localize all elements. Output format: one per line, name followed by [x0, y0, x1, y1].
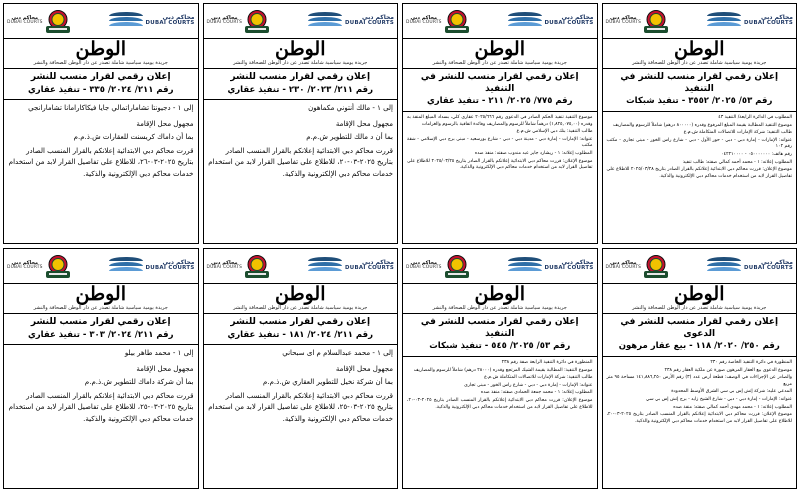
dubai-courts-emblem: [207, 8, 271, 34]
uae-crest-icon: [444, 8, 470, 34]
swoosh-icon: [707, 11, 741, 31]
notice-title-line2: رقم ٢١١/ ٢٠٢٤/ ٣٣٥ - تنفيذ عقاري: [27, 84, 174, 95]
paper-subtitle: جريدة يومية سياسية شاملة تصدر عن دار الوطن للصحافة والنشر: [233, 60, 368, 66]
notice-line: موضوع الإعلان: قررت محاكم دبي الابتدائية إعلانكم بالقرار المنسب الصادر بتاريخ ٢٠٢٥-٠٣-٢٠، للاطلاع على تفاصيل القرار لابد من استخدام خدمات محاكم دبي الإلكترونية والذكية.: [407, 398, 593, 410]
notice-line: المطلوب إعلانه: ١ - محمد أحمد كمالي صفته: طالب تنفيذ: [682, 159, 792, 165]
paper-subtitle: جريدة يومية سياسية شاملة تصدر عن دار الوطن للصحافة والنشر: [33, 305, 168, 311]
legal-notice-1: [602, 3, 798, 244]
brand-label-en: DUBAI COURTS: [744, 20, 793, 27]
paper-name: الوطن: [474, 283, 525, 305]
notice-line: والصادر عن الإجراءات في الوصف: قطعة أرض عدد (٣) رقم الأرض ١٤١,٨٨٦,٢٥٠ مساحة ٩٥ متر مربع: [606, 375, 792, 387]
notice-title-line1: إعلان رقمي لقرار منسب للنشر: [30, 317, 171, 327]
notice-line: مجهول محل الإقامة: [136, 364, 194, 373]
notice-title: [204, 69, 398, 100]
dubai-courts-brand: [109, 256, 195, 276]
legal-notice-4: [3, 3, 199, 244]
paper-name: الوطن: [75, 38, 126, 60]
notice-line: موضوع التنفيذ المطالبة بقيمة المبلغ المرفوع وقدره (٨٠٠٠٠٠ درهم) شاملاً للرسوم والمصاريف: [613, 122, 792, 128]
dubai-courts-emblem: [7, 8, 71, 34]
swoosh-icon: [308, 11, 342, 31]
dubai-courts-brand: [707, 256, 793, 276]
dubai-courts-emblem: [7, 253, 71, 279]
notice-line: المطلوب إعلانه: ١ - ريشارد جاير عبد مندوب صفته: منفذ ضده: [474, 151, 593, 157]
swoosh-icon: [508, 11, 542, 31]
notice-title-line1: إعلان رقمي لقرار منسب للنشر في التنفيذ: [420, 317, 579, 339]
notice-header: [4, 4, 198, 39]
dubai-courts-brand: [109, 11, 195, 31]
dubai-courts-emblem: [207, 253, 271, 279]
notice-header: [204, 249, 398, 284]
notice-line: موضوع التنفيذ تنفيذ الحكم الصادر في الدعوى رقم ٢٠٢٥/٦٦٦ عقاري كلي، بسداد المبلغ المنفذ به وقدره (١,٨٢٥,٠٧٥,٠٠) درهماً شاملاً للرسوم والمصاريف وفائدة اتفاقية بالرسوم والغرامات: [407, 114, 593, 127]
notice-line: موضوع التنفيذ: المطالبة بقيمة الشيك المرتجع وقدره (٢٨٠٠٠ درهم) شاملاً للرسوم والمصاريف: [413, 367, 593, 373]
legal-notice-5: [602, 248, 798, 489]
notice-line: عنوانه: الإمارات - إمارة دبي - دبي - شارع راس الخور - مبنى تجاري: [464, 382, 593, 388]
notice-title: [204, 314, 398, 345]
notice-line: عنوانه: الإمارات - إمارة دبي - دبي - حور الأول - دبي - شارع راس الخور - مبنى تجاري - مكتب رقم ١٠٢: [606, 137, 792, 150]
notice-body: [204, 100, 398, 243]
paper-name: الوطن: [674, 38, 725, 60]
masthead: [4, 39, 198, 69]
paper-name: الوطن: [474, 38, 525, 60]
notice-line: إلى ١ - دجيونتا تشاماراتمالي جايا فيكاكارامانا تشامارانجي: [28, 104, 194, 113]
notice-title: [603, 69, 797, 112]
paper-subtitle: جريدة يومية سياسية شاملة تصدر عن دار الوطن للصحافة والنشر: [432, 60, 567, 66]
masthead: [403, 284, 597, 314]
notice-line: موضوع الإعلان: قررت محاكم دبي الابتدائية إعلانكم بالقرار المنسب الصادر بتاريخ ٢٠٢٥-٠٣-٢٠، للاطلاع على تفاصيل القرار لابد من استخدام خدمات محاكم دبي الإلكترونية والذكية.: [606, 412, 792, 425]
brand-label-ar: محاكم دبي: [162, 14, 195, 22]
paper-name: الوطن: [75, 283, 126, 305]
notice-line: المنظورة في دائرة التنفيذ الرابعة صفة رقم ٢٣٨: [501, 359, 593, 365]
notice-line: مجهول محل الإقامة: [335, 364, 393, 373]
swoosh-icon: [508, 256, 542, 276]
masthead: [4, 284, 198, 314]
notice-header: [403, 4, 597, 39]
paper-subtitle: جريدة يومية سياسية شاملة تصدر عن دار الوطن للصحافة والنشر: [233, 305, 368, 311]
notice-body: [403, 357, 597, 488]
emblem-label-ar: محاكم دبي: [11, 260, 39, 267]
paper-name: الوطن: [275, 38, 326, 60]
notice-title-line2: رقم ٢١١/ ٢٠٢٤/ ٣٠٣ - تنفيذ عقاري: [27, 329, 174, 340]
notice-title: [4, 69, 198, 100]
paper-subtitle: جريدة يومية سياسية شاملة تصدر عن دار الوطن للصحافة والنشر: [632, 305, 767, 311]
emblem-label-en: DUBAI COURTS: [605, 265, 642, 271]
emblem-label-ar: محاكم دبي: [410, 260, 438, 267]
dubai-courts-emblem: [406, 253, 470, 279]
notice-header: [4, 249, 198, 284]
emblem-label-en: DUBAI COURTS: [206, 265, 243, 271]
notice-line: بما أن د مالك للتطوير ش.م.م: [306, 133, 393, 142]
notice-title-line1: إعلان رقمي لقرار منسب للنشر في الدعوى: [620, 317, 779, 339]
notice-title-line1: إعلان رقمي لقرار منسب للنشر: [230, 317, 371, 327]
notice-line: المدعي عليه: شركة إتش إس بي سي الشرق الأوسط المحدودة: [671, 389, 792, 395]
legal-notice-8: [3, 248, 199, 489]
brand-label-ar: محاكم دبي: [162, 259, 195, 267]
emblem-label-en: DUBAI COURTS: [7, 265, 43, 271]
notice-line: بما أن شركة داماك للتطوير ش.ذ.م.م: [84, 378, 194, 387]
brand-label-en: DUBAI COURTS: [145, 265, 195, 272]
notice-line: بما أن شركة نخيل للتطوير العقاري ش.ذ.م.م: [263, 378, 393, 387]
notice-line: موضوع الإعلان: قررت محاكم دبي الابتدائية إعلانكم بالقرار الصادر بتاريخ ٢٠٢٥/٠٣/٢٥ للاطلاع على تفاصيل القرار لابد من استخدام خدمات محاكم دبي الإلكترونية والذكية.: [407, 158, 593, 171]
notice-line: طالب التنفيذ: شركة الإمارات للاتصالات المتكاملة ش.م.ع: [683, 130, 792, 136]
notice-line: إلى ١ - محمد طاهر بيلو: [124, 349, 194, 358]
masthead: [204, 284, 398, 314]
emblem-label-en: DUBAI COURTS: [7, 20, 43, 26]
notice-line: رقم هاتف: ٠٥٠٠٠٠٠٠٠ - ٠٤٢٢١٠٠٠٠: [721, 152, 792, 158]
notice-line: إلى ١ - محمد عبدالسلام م اى سبحاني: [282, 349, 393, 358]
notice-body: [4, 345, 198, 488]
notice-line: المنظورة في دائرة التنفيذ الخاصة رقم ٢٣٠: [710, 359, 792, 365]
masthead: [204, 39, 398, 69]
uae-crest-icon: [45, 253, 71, 279]
dubai-courts-brand: [508, 11, 594, 31]
notice-title-line2: رقم ٢١١/ ٢٠٢٣/ ٢٣٠ - تنفيذ عقاري: [227, 84, 374, 95]
emblem-label-ar: محاكم دبي: [210, 15, 238, 22]
notice-line: إلى ١ - مالك أنتوني مكماهون: [308, 104, 393, 113]
uae-crest-icon: [244, 253, 270, 279]
brand-label-ar: محاكم دبي: [362, 14, 394, 22]
notice-line: قررت محاكم دبي الابتدائية إعلانكم بالقرار المنسب الصادر بتاريخ ٢٠٢٥-٠٣-٢٦، للاطلاع على تفاصيل القرار لابد من استخدام خدمات محاكم دبي الإلكترونية والذكية.: [8, 146, 194, 178]
brand-label-en: DUBAI COURTS: [345, 265, 394, 272]
brand-label-en: DUBAI COURTS: [544, 265, 594, 272]
notice-header: [403, 249, 597, 284]
brand-label-en: DUBAI COURTS: [345, 20, 394, 27]
notice-title-line1: إعلان رقمي لقرار منسب للنشر في التنفيذ: [620, 72, 779, 94]
notice-title-line1: إعلان رقمي لقرار منسب للنشر: [230, 72, 371, 82]
notice-title-line2: رقم ٥٣/ ٢٠٢٥/ ٣٥٥٢ - تنفيذ شبكات: [626, 96, 773, 107]
notice-line: عنوانه: الإمارات - إمارة دبي - مدينة دبي - دبي - شارع بورسعيد - مبنى برج دبي الإسلامي - شقة مكتب: [407, 136, 593, 149]
notice-title-line2: رقم ٧٧٥/ ٢٠٢٥/ ٢١١ - تنفيذ عقاري: [426, 96, 573, 107]
notice-title: [403, 314, 597, 357]
notice-title: [4, 314, 198, 345]
notice-body: [603, 112, 797, 243]
dubai-courts-brand: [707, 11, 793, 31]
notice-body: [603, 357, 797, 488]
notice-line: مجهول محل الإقامة: [136, 119, 194, 128]
brand-label-en: DUBAI COURTS: [544, 20, 594, 27]
dubai-courts-emblem: [606, 253, 670, 279]
notice-line: موضوع الدعوى بيع العقار المرهون صورة عن ملكية العقار رقم ٢٣٨: [664, 367, 792, 373]
paper-subtitle: جريدة يومية سياسية شاملة تصدر عن دار الوطن للصحافة والنشر: [432, 305, 567, 311]
legal-notice-3: [203, 3, 399, 244]
notice-line: المطلوب في الدائرة الرابعة/ التنفيذ ٤٣: [718, 114, 792, 120]
notice-line: قررت محاكم دبي الابتدائية إعلانكم بالقرار المنسب الصادر بتاريخ ٢٠٢٥-٠٣-٢٠، للاطلاع على تفاصيل القرار لابد من استخدام خدمات محاكم دبي الإلكترونية والذكية.: [208, 146, 393, 178]
notice-line: طالب التنفيذ: شركة الإمارات للاتصالات المتكاملة ش.م.ع: [484, 375, 593, 381]
uae-crest-icon: [244, 8, 270, 34]
uae-crest-icon: [643, 253, 669, 279]
notice-line: المطلوب إعلانه: ١ - محمد مهدي أحمد كمالي صفته: منفذ ضده: [673, 404, 792, 410]
uae-crest-icon: [444, 253, 470, 279]
swoosh-icon: [109, 256, 143, 276]
notice-title-line2: رقم ٢١١/ ٢٠٢٤/ ١٨١ - تنفيذ عقاري: [227, 329, 374, 340]
notice-body: [403, 112, 597, 243]
brand-label-ar: محاكم دبي: [761, 259, 793, 267]
notice-title: [403, 69, 597, 112]
paper-subtitle: جريدة يومية سياسية شاملة تصدر عن دار الوطن للصحافة والنشر: [632, 60, 767, 66]
notice-line: قررت محاكم دبي الابتدائية إعلانكم بالقرار المنسب الصادر بتاريخ ٢٠٢٥-٠٣-٢٥، للاطلاع على تفاصيل القرار لابد من استخدام خدمات محاكم دبي الإلكترونية والذكية.: [208, 391, 393, 423]
dubai-courts-brand: [308, 11, 394, 31]
swoosh-icon: [707, 256, 741, 276]
notice-header: [603, 4, 797, 39]
notice-title: [603, 314, 797, 357]
emblem-label-ar: محاكم دبي: [11, 15, 39, 22]
masthead: [403, 39, 597, 69]
emblem-label-ar: محاكم دبي: [609, 260, 637, 267]
notice-body: [204, 345, 398, 488]
legal-notice-2: [402, 3, 598, 244]
notice-body: [4, 100, 198, 243]
swoosh-icon: [109, 11, 143, 31]
notice-title-line2: رقم ٢٥٠/ ٢٠٢٠/ ١١٨ - بيع عقار مرهون: [618, 341, 780, 352]
notice-title-line2: رقم ٥٣/ ٢٠٢٥/ ٥٤٥ - تنفيذ شبكات: [429, 341, 571, 352]
brand-label-ar: محاكم دبي: [561, 259, 594, 267]
notice-line: قررت محاكم دبي الابتدائية إعلانكم بالقرار المنسب الصادر بتاريخ ٢٠٢٥-٠٣-٢٥، للاطلاع على تفاصيل القرار لابد من استخدام خدمات محاكم دبي الإلكترونية والذكية.: [8, 391, 194, 423]
notice-line: عنوانه: الإمارات - إمارة دبي - دبي - شارع الشيخ زايد - برج إتش إس بي سي: [645, 397, 792, 403]
emblem-label-en: DUBAI COURTS: [406, 265, 442, 271]
paper-subtitle: جريدة يومية سياسية شاملة تصدر عن دار الوطن للصحافة والنشر: [33, 60, 168, 66]
swoosh-icon: [308, 256, 342, 276]
notice-title-line1: إعلان رقمي لقرار منسب للنشر في التنفيذ: [420, 72, 579, 94]
notice-line: مجهول محل الإقامة: [335, 119, 393, 128]
brand-label-ar: محاكم دبي: [362, 259, 394, 267]
brand-label-ar: محاكم دبي: [561, 14, 594, 22]
notice-line: طالب التنفيذ: بنك دبي الإسلامي ش.م.ع: [516, 129, 593, 135]
notice-header: [204, 4, 398, 39]
notice-line: بما أن داماك كريسنت للعقارات ش.ذ.م.م: [73, 133, 194, 142]
emblem-label-ar: محاكم دبي: [410, 15, 438, 22]
brand-label-en: DUBAI COURTS: [145, 20, 195, 27]
notice-line: المطلوب إعلانه: ١ - محمد جمعة الحمادي صفته: منفذ ضده: [480, 390, 593, 396]
dubai-courts-emblem: [606, 8, 670, 34]
paper-name: الوطن: [275, 283, 326, 305]
legal-notice-7: [203, 248, 399, 489]
emblem-label-ar: محاكم دبي: [210, 260, 238, 267]
emblem-label-en: DUBAI COURTS: [406, 20, 442, 26]
brand-label-en: DUBAI COURTS: [744, 265, 793, 272]
notice-header: [603, 249, 797, 284]
paper-name: الوطن: [674, 283, 725, 305]
notice-title-line1: إعلان رقمي لقرار منسب للنشر: [30, 72, 171, 82]
uae-crest-icon: [643, 8, 669, 34]
emblem-label-en: DUBAI COURTS: [605, 20, 642, 26]
masthead: [603, 39, 797, 69]
emblem-label-en: DUBAI COURTS: [206, 20, 243, 26]
dubai-courts-brand: [508, 256, 594, 276]
legal-notice-6: [402, 248, 598, 489]
dubai-courts-emblem: [406, 8, 470, 34]
brand-label-ar: محاكم دبي: [761, 14, 793, 22]
emblem-label-ar: محاكم دبي: [609, 15, 637, 22]
dubai-courts-brand: [308, 256, 394, 276]
uae-crest-icon: [45, 8, 71, 34]
masthead: [603, 284, 797, 314]
notice-line: موضوع الإعلان: قررت محاكم دبي الابتدائية إعلانكم بالقرار الصادر بتاريخ ٢٠٢٥/٠٣/٢٨ للاطلاع على تفاصيل القرار لابد من استخدام خدمات محاكم دبي الإلكترونية والذكية.: [606, 167, 792, 180]
